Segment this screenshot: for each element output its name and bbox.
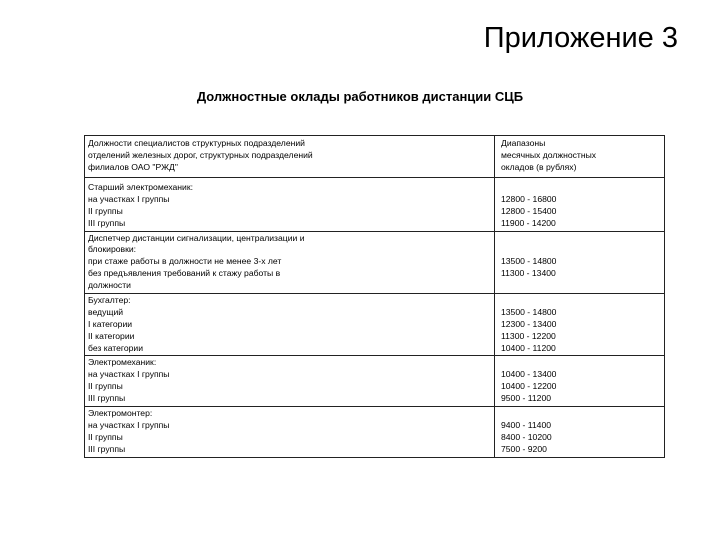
position-cell (85, 356, 495, 407)
position-line: Электромеханик: (88, 357, 157, 368)
salary-range-cell (495, 178, 665, 232)
salary-range-line: 10400 - 11200 (501, 342, 556, 353)
salary-range-line: 10400 - 12200 (501, 381, 557, 392)
salary-range-cell (495, 294, 665, 356)
salary-range-line: 10400 - 13400 (501, 369, 557, 380)
salary-range-line: 12800 - 15400 (501, 205, 557, 216)
position-cell (85, 294, 495, 356)
table-row (85, 407, 665, 458)
salary-range-line (501, 357, 661, 369)
table-row (85, 294, 665, 356)
header-position-line: отделений железных дорог, структурных подразделений (88, 149, 313, 160)
salary-range-line (501, 182, 661, 194)
position-line: III группы (88, 217, 126, 228)
salary-range-line: 12800 - 16800 (501, 193, 557, 204)
salary-range-line: 7500 - 9200 (501, 443, 547, 454)
salary-range-line: 13500 - 14800 (501, 306, 557, 317)
position-line: на участках I группы (88, 419, 170, 430)
position-line: III группы (88, 443, 126, 454)
position-line: I категории (88, 318, 133, 329)
position-line: III группы (88, 393, 126, 404)
header-range-line: месячных должностных (501, 149, 597, 160)
position-line: без категории (88, 342, 144, 353)
position-line: блокировки: (88, 244, 137, 255)
salary-range-cell (495, 407, 665, 458)
position-line: II группы (88, 431, 123, 442)
position-line: II категории (88, 330, 135, 341)
table-row (85, 356, 665, 407)
salary-range-line: 11300 - 12200 (501, 330, 556, 341)
position-line: Старший электромеханик: (88, 182, 194, 192)
salary-range-line: 9500 - 11200 (501, 393, 552, 404)
position-line: ведущий (88, 306, 124, 317)
position-line: II группы (88, 205, 123, 216)
position-line: на участках I группы (88, 369, 170, 380)
appendix-title: Приложение 3 (483, 22, 678, 54)
document-heading: Должностные оклады работников дистанции СЦБ (196, 89, 524, 104)
header-positions-cell (85, 136, 495, 178)
position-cell (85, 231, 495, 293)
position-line: Диспетчер дистанции сигнализации, централизации и (88, 232, 305, 243)
salary-range-line (501, 244, 661, 256)
position-cell (85, 407, 495, 458)
salary-range-line (501, 408, 661, 420)
salary-range-line (501, 233, 661, 245)
header-range-line: окладов (в рублях) (501, 161, 577, 172)
salary-range-line: 9400 - 11400 (501, 419, 552, 430)
salary-range-line: 11300 - 13400 (501, 268, 556, 279)
table-row (85, 231, 665, 293)
position-line: Бухгалтер: (88, 295, 131, 306)
header-position-line: филиалов ОАО "РЖД" (88, 161, 178, 172)
salary-range-cell (495, 231, 665, 293)
salary-range-line: 13500 - 14800 (501, 256, 557, 267)
salary-range-line: 12300 - 13400 (501, 318, 557, 329)
salary-range-line: 8400 - 10200 (501, 431, 552, 442)
position-line: при стаже работы в должности не менее 3-х лет (88, 256, 282, 267)
salary-range-cell (495, 356, 665, 407)
header-range-cell (495, 136, 665, 178)
salary-range-line (501, 295, 661, 307)
salary-range-line (501, 280, 661, 292)
table-row (85, 178, 665, 232)
position-cell (85, 178, 495, 232)
position-line: Электромонтер: (88, 408, 153, 419)
salary-range-line: 11900 - 14200 (501, 217, 556, 228)
position-line: на участках I группы (88, 193, 170, 204)
position-line: II группы (88, 381, 123, 392)
position-line: должности (88, 280, 131, 291)
header-range-line: Диапазоны (501, 138, 546, 148)
table-header-row (85, 136, 665, 178)
header-position-line: Должности специалистов структурных подразделений (88, 138, 305, 148)
salary-table (84, 135, 665, 458)
position-line: без предъявления требований к стажу работы в (88, 268, 281, 279)
